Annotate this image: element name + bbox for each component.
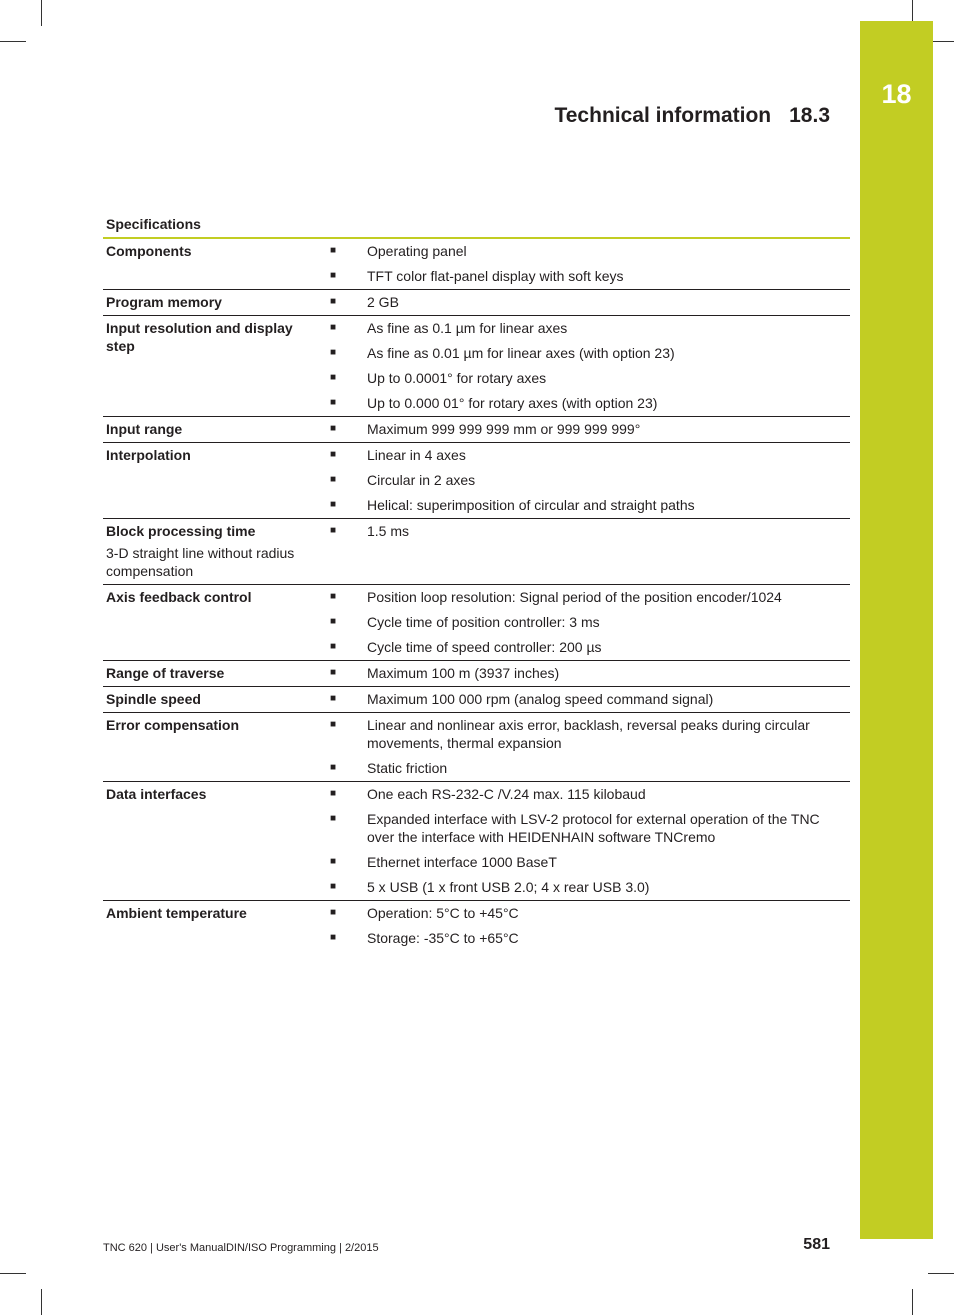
row-label-cell	[103, 785, 325, 896]
bullet-square-icon: ■	[330, 788, 337, 799]
row-values	[325, 522, 850, 580]
header-section: 18.3	[789, 104, 830, 127]
list-item	[325, 369, 850, 387]
item-text: 2 GB	[367, 294, 399, 310]
list-item	[325, 588, 850, 606]
row-label: Range of traverse	[106, 665, 225, 681]
footer-text: TNC 620 | User's ManualDIN/ISO Programming | 2/2015	[103, 1242, 379, 1254]
row-label: Axis feedback control	[106, 589, 252, 605]
bullet-square-icon: ■	[330, 474, 337, 485]
crop-mark	[41, 0, 42, 26]
row-values	[325, 716, 850, 777]
table-row	[103, 443, 850, 519]
table-row	[103, 417, 850, 443]
list-item	[325, 878, 850, 896]
item-text: Ethernet interface 1000 BaseT	[367, 854, 557, 870]
table-row	[103, 901, 850, 951]
row-values	[325, 588, 850, 656]
bullet-square-icon: ■	[330, 856, 337, 867]
table-row	[103, 713, 850, 782]
crop-mark	[0, 1273, 26, 1274]
row-label: Ambient temperature	[106, 905, 247, 921]
bullet-square-icon: ■	[330, 423, 337, 434]
bullet-square-icon: ■	[330, 296, 337, 307]
row-label: Error compensation	[106, 717, 240, 733]
row-label: Block processing time	[106, 523, 256, 539]
item-text: TFT color flat-panel display with soft keys	[367, 268, 624, 284]
item-text: Expanded interface with LSV-2 protocol for external operation of the TNC over the interface with HEIDENHAIN software TNCremo	[367, 811, 820, 845]
item-text: Maximum 100 000 rpm (analog speed command signal)	[367, 691, 714, 707]
row-label: Data interfaces	[106, 786, 207, 802]
table-row	[103, 687, 850, 713]
item-text: As fine as 0.1 µm for linear axes	[367, 320, 568, 336]
item-text: 5 x USB (1 x front USB 2.0; 4 x rear USB 3.0)	[367, 879, 650, 895]
page-header	[554, 104, 830, 128]
item-text: Circular in 2 axes	[367, 472, 476, 488]
item-text: One each RS-232-C /V.24 max. 115 kilobaud	[367, 786, 646, 802]
row-label-cell	[103, 904, 325, 947]
bullet-square-icon: ■	[330, 372, 337, 383]
item-text: Linear and nonlinear axis error, backlash, reversal peaks during circular movements, thermal expansion	[367, 717, 810, 751]
item-text: Operating panel	[367, 243, 467, 259]
item-text: Position loop resolution: Signal period of the position encoder/1024	[367, 589, 782, 605]
item-text: Up to 0.0001° for rotary axes	[367, 370, 547, 386]
row-values	[325, 690, 850, 708]
item-text: Operation: 5°C to +45°C	[367, 905, 519, 921]
list-item	[325, 716, 850, 752]
table-row	[103, 316, 850, 417]
row-label: Program memory	[106, 294, 222, 310]
list-item	[325, 613, 850, 631]
list-item	[325, 293, 850, 311]
bullet-square-icon: ■	[330, 591, 337, 602]
item-text: Helical: superimposition of circular and straight paths	[367, 497, 695, 513]
list-item	[325, 759, 850, 777]
bullet-square-icon: ■	[330, 932, 337, 943]
table-row	[103, 239, 850, 290]
page-number: 581	[803, 1236, 830, 1253]
item-text: Maximum 999 999 999 mm or 999 999 999°	[367, 421, 641, 437]
list-item	[325, 785, 850, 803]
list-item	[325, 638, 850, 656]
bullet-square-icon: ■	[330, 693, 337, 704]
table-row	[103, 519, 850, 585]
list-item	[325, 242, 850, 260]
item-text: Maximum 100 m (3937 inches)	[367, 665, 560, 681]
bullet-square-icon: ■	[330, 270, 337, 281]
row-values	[325, 904, 850, 947]
list-item	[325, 853, 850, 871]
bullet-square-icon: ■	[330, 616, 337, 627]
row-label: Interpolation	[106, 447, 191, 463]
row-label-cell	[103, 664, 325, 682]
bullet-square-icon: ■	[330, 762, 337, 773]
item-text: Cycle time of position controller: 3 ms	[367, 614, 600, 630]
table-body	[103, 239, 850, 951]
row-label: Components	[106, 243, 192, 259]
list-item	[325, 904, 850, 922]
bullet-square-icon: ■	[330, 813, 337, 824]
crop-mark	[41, 1289, 42, 1315]
item-text: Cycle time of speed controller: 200 µs	[367, 639, 602, 655]
chapter-tab	[860, 21, 933, 1239]
specifications-table	[103, 213, 850, 951]
list-item	[325, 664, 850, 682]
bullet-square-icon: ■	[330, 499, 337, 510]
item-text: Storage: -35°C to +65°C	[367, 930, 519, 946]
list-item	[325, 420, 850, 438]
table-row	[103, 661, 850, 687]
row-label: Input resolution and display step	[106, 320, 293, 354]
row-label-cell	[103, 690, 325, 708]
row-label-cell	[103, 293, 325, 311]
bullet-square-icon: ■	[330, 641, 337, 652]
row-label: Input range	[106, 421, 183, 437]
crop-mark	[0, 41, 26, 42]
crop-mark	[912, 1289, 913, 1315]
list-item	[325, 267, 850, 285]
item-text: Static friction	[367, 760, 448, 776]
table-row	[103, 585, 850, 661]
header-title: Technical information	[554, 104, 772, 127]
table-heading: Specifications	[103, 213, 850, 239]
list-item	[325, 471, 850, 489]
crop-mark	[928, 1273, 954, 1274]
row-values	[325, 319, 850, 412]
row-note: 3-D straight line without radius compensation	[106, 545, 295, 579]
bullet-square-icon: ■	[330, 449, 337, 460]
row-values	[325, 242, 850, 285]
bullet-square-icon: ■	[330, 525, 337, 536]
row-values	[325, 785, 850, 896]
row-label-cell	[103, 522, 325, 580]
row-values	[325, 420, 850, 438]
bullet-square-icon: ■	[330, 719, 337, 730]
bullet-square-icon: ■	[330, 322, 337, 333]
item-text: 1.5 ms	[367, 523, 410, 539]
bullet-square-icon: ■	[330, 397, 337, 408]
row-values	[325, 664, 850, 682]
list-item	[325, 344, 850, 362]
row-label-cell	[103, 446, 325, 514]
bullet-square-icon: ■	[330, 881, 337, 892]
list-item	[325, 810, 850, 846]
bullet-square-icon: ■	[330, 347, 337, 358]
item-text: Linear in 4 axes	[367, 447, 466, 463]
bullet-square-icon: ■	[330, 667, 337, 678]
row-label-cell	[103, 242, 325, 285]
list-item	[325, 690, 850, 708]
item-text: As fine as 0.01 µm for linear axes (with option 23)	[367, 345, 675, 361]
table-row	[103, 290, 850, 316]
list-item	[325, 522, 850, 540]
list-item	[325, 496, 850, 514]
bullet-square-icon: ■	[330, 245, 337, 256]
item-text: Up to 0.000 01° for rotary axes (with option 23)	[367, 395, 658, 411]
row-label-cell	[103, 716, 325, 777]
row-label-cell	[103, 319, 325, 412]
list-item	[325, 394, 850, 412]
row-values	[325, 446, 850, 514]
list-item	[325, 446, 850, 464]
chapter-number: 18	[881, 79, 912, 109]
row-label: Spindle speed	[106, 691, 201, 707]
list-item	[325, 319, 850, 337]
table-row	[103, 782, 850, 901]
row-values	[325, 293, 850, 311]
list-item	[325, 929, 850, 947]
row-label-cell	[103, 420, 325, 438]
row-label-cell	[103, 588, 325, 656]
bullet-square-icon: ■	[330, 907, 337, 918]
